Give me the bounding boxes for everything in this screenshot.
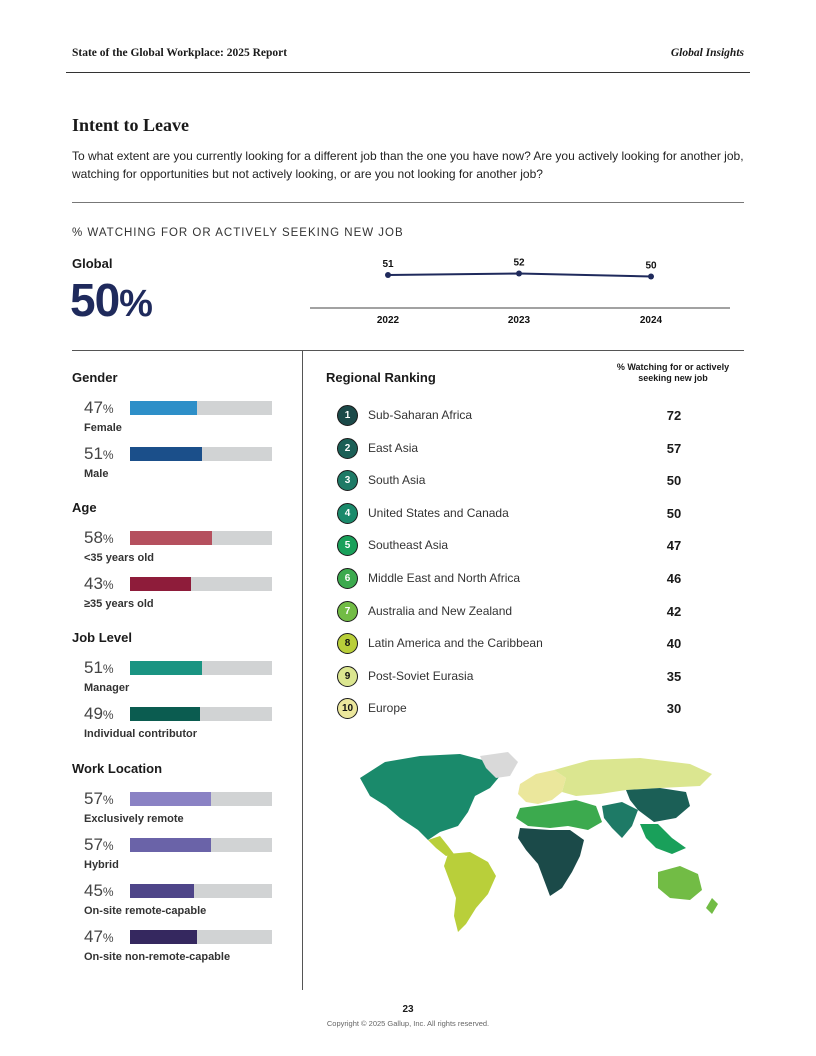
bar-value	[84, 574, 114, 594]
section-tag: Global Insights	[670, 47, 744, 59]
bar-value	[84, 528, 114, 548]
bar-number: 47	[84, 927, 103, 946]
bar-track	[130, 707, 272, 721]
region-value: 47	[666, 538, 682, 554]
bar-track	[130, 661, 272, 675]
bar-value	[84, 704, 114, 724]
bar-fill	[130, 401, 197, 415]
bar-row	[84, 444, 284, 484]
bar-number: 58	[84, 528, 103, 547]
world-map	[340, 748, 730, 938]
bar-track	[130, 531, 272, 545]
bar-row	[84, 658, 284, 698]
bar-track	[130, 884, 272, 898]
rank-badge: 4	[337, 503, 358, 524]
bar-label: <35 years old	[84, 552, 155, 564]
rank-badge: 5	[337, 535, 358, 556]
map-region-north-america	[360, 754, 500, 840]
ranking-row	[337, 633, 687, 657]
bar-row	[84, 881, 284, 921]
region-name: Latin America and the Caribbean	[368, 636, 543, 651]
region-name: South Asia	[368, 473, 426, 488]
ranking-row	[337, 503, 687, 527]
bar-value	[84, 881, 114, 901]
bar-value	[84, 789, 114, 809]
ranking-row	[337, 568, 687, 592]
bar-value	[84, 398, 114, 418]
bar-number: 57	[84, 835, 103, 854]
bar-fill	[130, 792, 211, 806]
rank-badge: 3	[337, 470, 358, 491]
group-title: Work Location	[72, 761, 163, 776]
bar-percent-sign: %	[102, 793, 114, 807]
region-name: Middle East and North Africa	[368, 571, 521, 585]
global-number: 50	[70, 274, 120, 326]
region-name: East Asia	[368, 440, 419, 455]
trend-year-label: 2022	[376, 315, 400, 326]
trend-value-label: 52	[513, 257, 525, 269]
bar-label: Manager	[84, 682, 130, 694]
region-value: 30	[666, 701, 682, 717]
global-value	[70, 273, 152, 327]
bar-percent-sign: %	[102, 839, 114, 853]
bar-value	[84, 835, 114, 855]
ranking-row	[337, 601, 687, 625]
bar-row	[84, 927, 284, 967]
bar-value	[84, 927, 114, 947]
bar-track	[130, 930, 272, 944]
bar-fill	[130, 930, 197, 944]
region-value: 46	[666, 571, 682, 586]
map-region-europe	[518, 770, 566, 804]
map-region-east-asia	[626, 788, 690, 822]
region-name: Post-Soviet Eurasia	[368, 668, 474, 683]
trend-line-chart	[305, 250, 735, 330]
bar-row	[84, 574, 284, 614]
region-value: 42	[666, 603, 682, 619]
bar-label: Hybrid	[84, 859, 119, 871]
bar-number: 49	[84, 704, 103, 723]
ranking-column-header: % Watching for or actively seeking new job	[616, 362, 730, 383]
group-title: Job Level	[72, 630, 132, 645]
copyright: Copyright © 2025 Gallup, Inc. All rights reserved.	[326, 1019, 490, 1028]
bar-label: ≥35 years old	[84, 598, 154, 610]
bar-row	[84, 835, 284, 875]
region-name: Sub-Saharan Africa	[368, 408, 473, 422]
map-region-mena	[516, 800, 602, 830]
region-name: Southeast Asia	[368, 538, 449, 553]
bar-label: Female	[84, 422, 122, 434]
trend-year-label: 2023	[507, 315, 531, 326]
section-title: Intent to Leave	[72, 115, 189, 135]
map-region-southeast-asia	[640, 824, 686, 854]
region-value: 40	[666, 636, 682, 652]
bar-track	[130, 577, 272, 591]
bar-label: On-site remote-capable	[84, 905, 207, 917]
rank-badge: 6	[337, 568, 358, 589]
question-rule	[72, 202, 744, 203]
rank-badge: 7	[337, 601, 358, 622]
rank-badge: 1	[337, 405, 358, 426]
bar-fill	[130, 707, 200, 721]
column-divider	[302, 350, 303, 990]
map-region-australia	[658, 866, 702, 900]
ranking-row	[337, 405, 687, 429]
group-title: Age	[72, 500, 97, 515]
bar-row	[84, 704, 284, 744]
map-region-new-zealand	[706, 898, 718, 914]
trend-point	[516, 271, 522, 277]
region-value: 35	[666, 668, 682, 684]
ranking-row	[337, 666, 687, 690]
ranking-title: Regional Ranking	[326, 370, 436, 385]
page-number: 23	[402, 1004, 414, 1015]
ranking-row	[337, 698, 687, 722]
bar-fill	[130, 661, 202, 675]
ranking-row	[337, 535, 687, 559]
global-label: Global	[72, 256, 113, 271]
bar-percent-sign: %	[102, 662, 114, 676]
bar-row	[84, 528, 284, 568]
bar-label: On-site non-remote-capable	[84, 951, 231, 963]
report-title: State of the Global Workplace: 2025 Report	[72, 47, 288, 59]
bar-label: Individual contributor	[84, 728, 198, 740]
bar-percent-sign: %	[102, 708, 114, 722]
bar-fill	[130, 884, 194, 898]
bar-number: 43	[84, 574, 103, 593]
region-value: 57	[666, 440, 682, 456]
trend-value-label: 51	[382, 259, 394, 270]
bar-value	[84, 658, 114, 678]
section-rule	[72, 350, 744, 351]
bar-fill	[130, 838, 211, 852]
map-region-south-america	[444, 852, 496, 932]
region-name: Europe	[368, 701, 407, 716]
bar-number: 51	[84, 444, 103, 463]
bar-fill	[130, 447, 202, 461]
bar-fill	[130, 531, 212, 545]
region-value: 50	[666, 473, 682, 489]
group-title: Gender	[72, 370, 118, 385]
region-name: Australia and New Zealand	[368, 603, 513, 618]
bar-row	[84, 789, 284, 829]
ranking-row	[337, 470, 687, 494]
region-value: 50	[666, 505, 682, 521]
bar-number: 51	[84, 658, 103, 677]
bar-label: Male	[84, 468, 109, 480]
bar-number: 47	[84, 398, 103, 417]
bar-number: 57	[84, 789, 103, 808]
bar-percent-sign: %	[102, 402, 114, 416]
bar-row	[84, 398, 284, 438]
bar-label: Exclusively remote	[84, 813, 184, 825]
bar-percent-sign: %	[102, 448, 114, 462]
trend-point	[648, 274, 654, 280]
rank-badge: 10	[337, 698, 358, 719]
bar-percent-sign: %	[102, 578, 114, 592]
map-region-south-asia	[602, 802, 638, 838]
bar-fill	[130, 577, 191, 591]
bar-track	[130, 447, 272, 461]
bar-number: 45	[84, 881, 103, 900]
rank-badge: 2	[337, 438, 358, 459]
bar-track	[130, 792, 272, 806]
region-value: 72	[666, 408, 682, 423]
bar-value	[84, 444, 114, 464]
ranking-row	[337, 438, 687, 462]
trend-point	[385, 272, 391, 278]
bar-percent-sign: %	[102, 885, 114, 899]
survey-question: To what extent are you currently looking for a different job than the one you have now? Are you actively looking for another job, watching for opportunities but not actively looking, or are you not looking for another job?	[72, 149, 744, 181]
rank-badge: 9	[337, 666, 358, 687]
bar-percent-sign: %	[102, 931, 114, 945]
trend-value-label: 50	[645, 260, 657, 272]
bar-percent-sign: %	[102, 532, 114, 546]
region-name: United States and Canada	[368, 505, 509, 520]
header-rule	[66, 72, 750, 73]
bar-track	[130, 401, 272, 415]
trend-year-label: 2024	[639, 315, 663, 326]
metric-label: % WATCHING FOR OR ACTIVELY SEEKING NEW JOB	[72, 227, 404, 239]
bar-track	[130, 838, 272, 852]
map-region-central-america	[428, 836, 454, 856]
rank-badge: 8	[337, 633, 358, 654]
map-region-sub-saharan-africa	[518, 828, 584, 896]
global-unit: %	[119, 283, 152, 325]
